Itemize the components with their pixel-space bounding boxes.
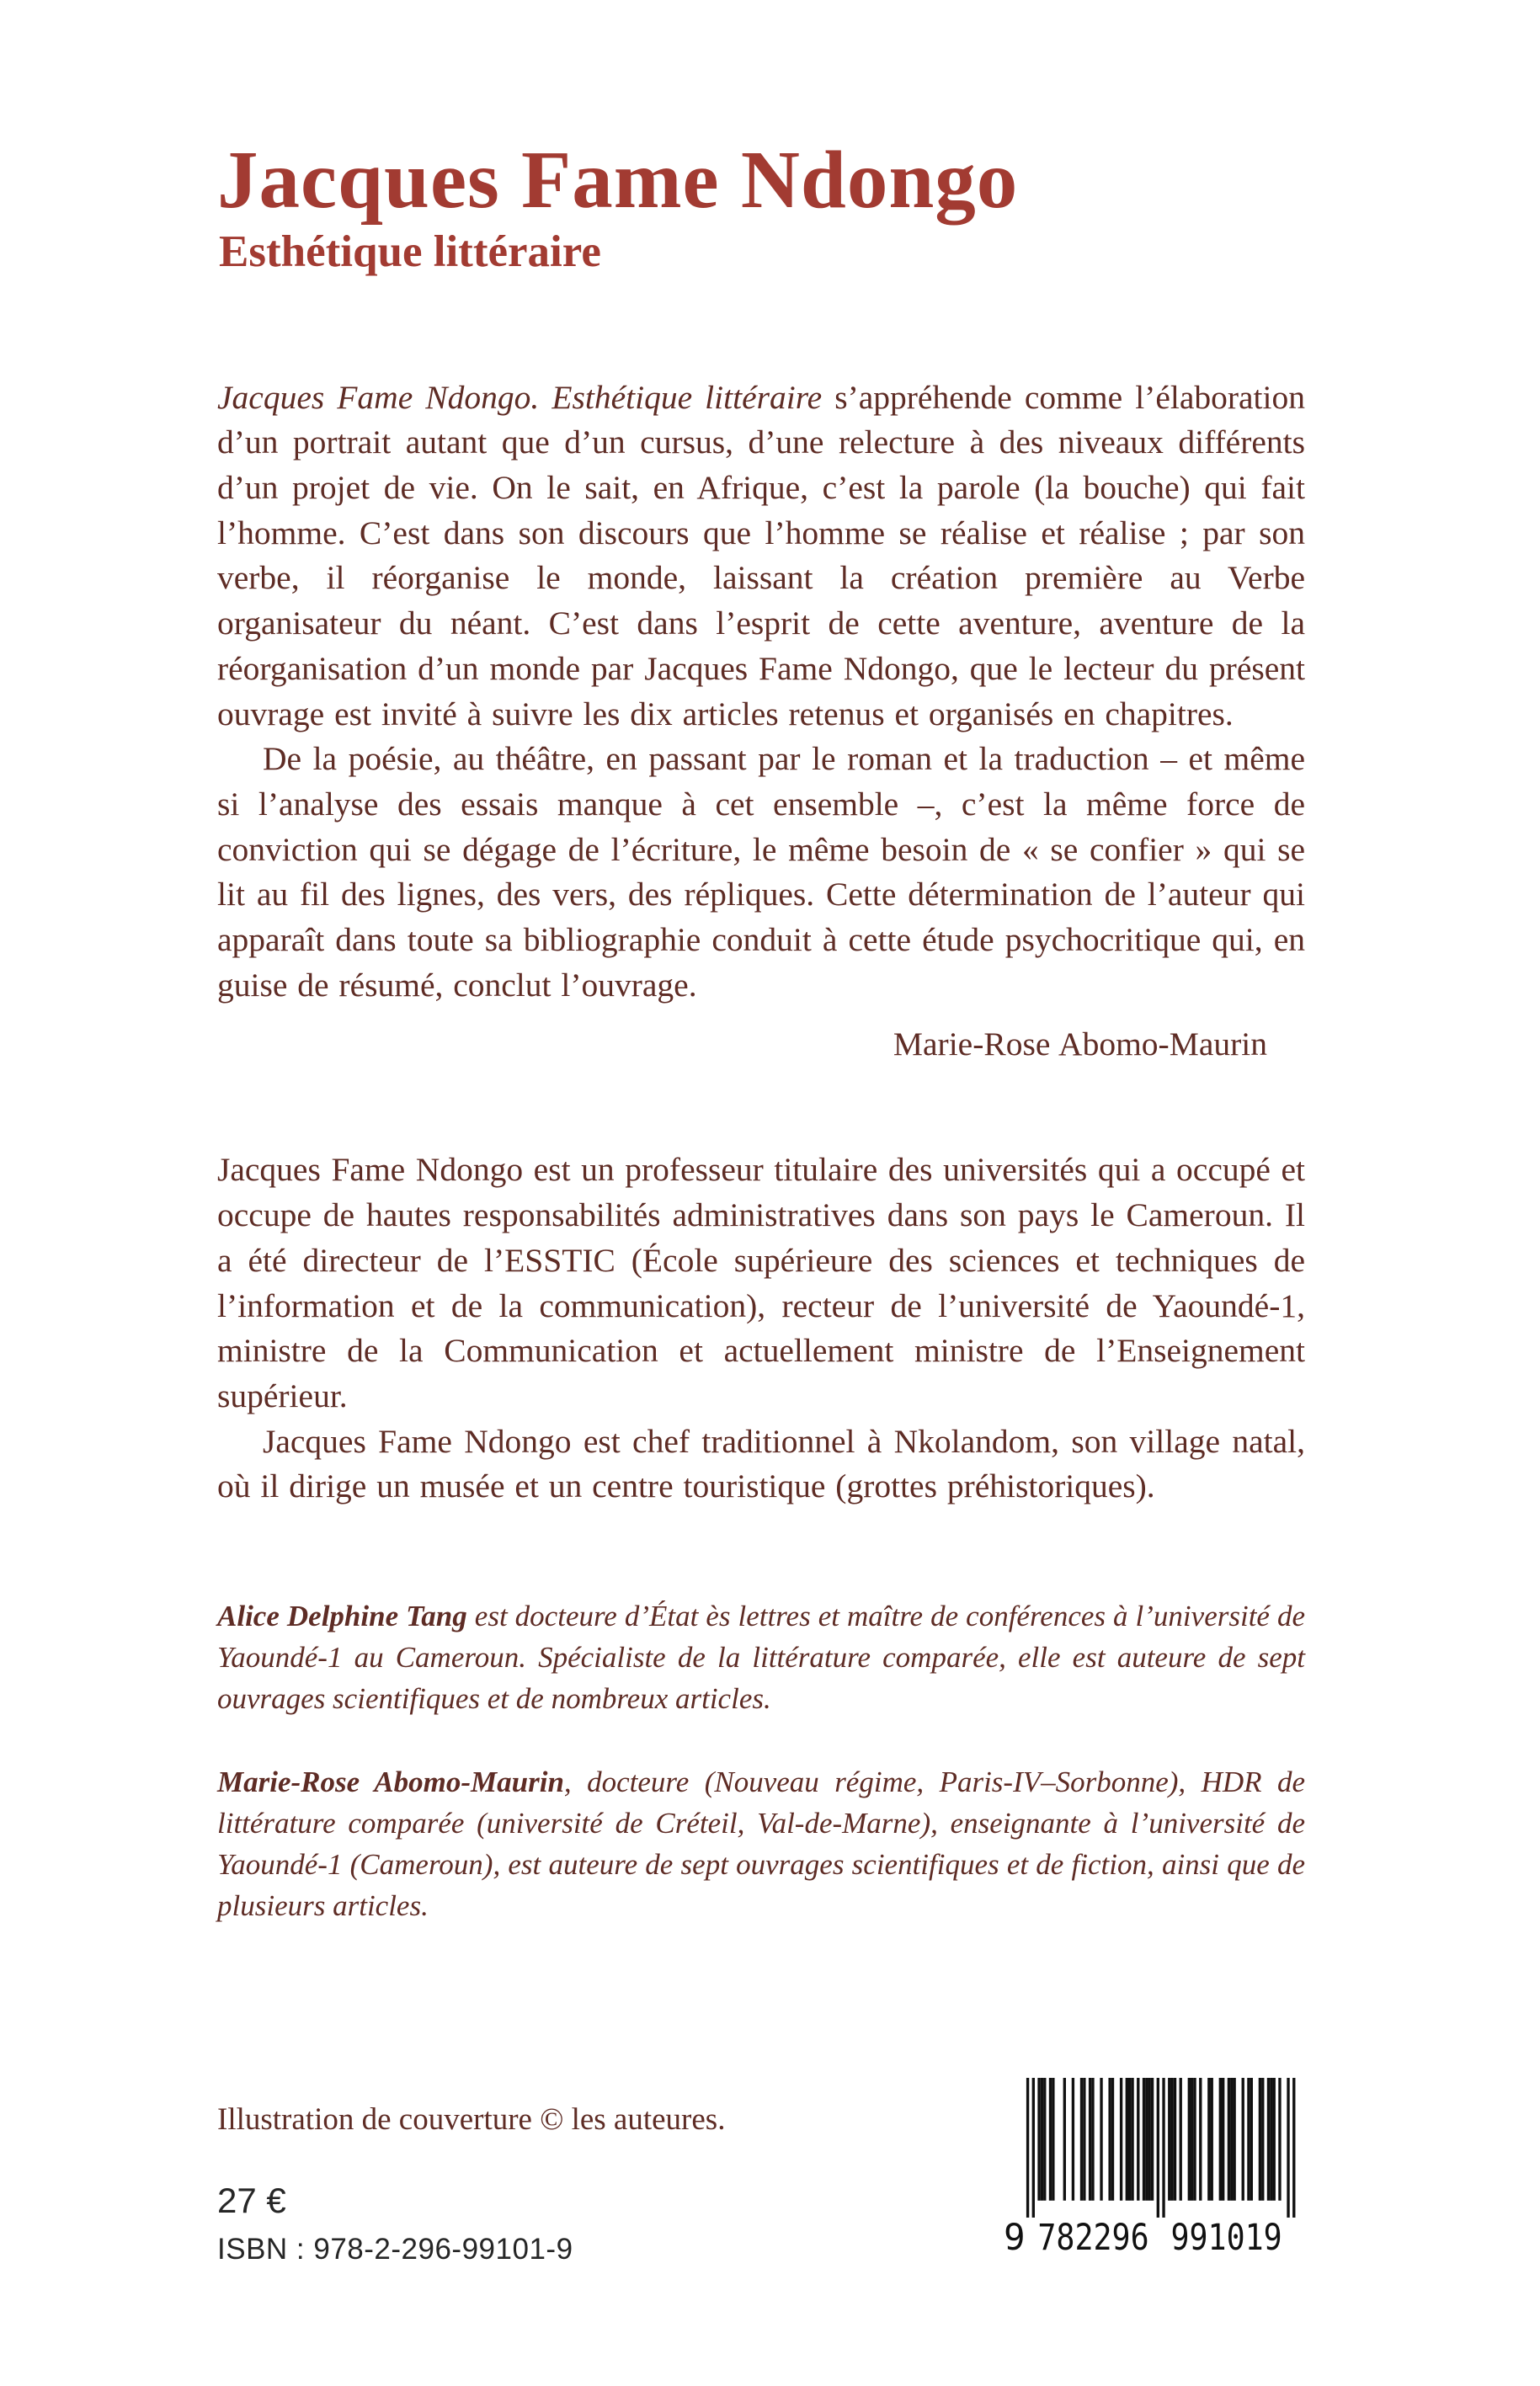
editor-name-abomo-maurin: Marie-Rose Abomo-Maurin xyxy=(217,1766,564,1799)
barcode-svg xyxy=(1004,2078,1315,2252)
synopsis-paragraph-1-rest: s’appréhende comme l’élaboration d’un portrait autant que d’un cursus, d’une relecture à des niveaux différents d’un projet de vie. On le sait, en Afrique, c’est la parole (la bouche) qui fait l’homme. C’est dans son discours que l’homme se réalise et réalise ; par son verbe, il réorganise le monde, laissant la création première au Verbe organisateur du néant. C’est dans l’esprit de cette aventure, aventure de la réorganisation d’un monde par Jacques Fame Ndongo, que le lecteur du présent ouvrage est invité à suivre les dix articles retenus et organisés en chapitres. xyxy=(217,378,1305,732)
book-subtitle: Esthétique littéraire xyxy=(219,226,601,276)
barcode-bars xyxy=(1026,2078,1296,2218)
price-label: 27 € xyxy=(217,2181,286,2220)
barcode xyxy=(1004,2078,1315,2252)
editor-bio-abomo-maurin xyxy=(217,1761,1305,1926)
barcode-digit-group-3: 991019 xyxy=(1170,2217,1282,2253)
book-author-title: Jacques Fame Ndongo xyxy=(217,135,1019,225)
editor-name-tang: Alice Delphine Tang xyxy=(217,1600,467,1633)
synopsis-paragraph-1 xyxy=(217,375,1305,738)
editor-text-tang: est docteure d’État ès lettres et maître de conférences à l’université de Yaoundé-1 au Cameroun. Spécialiste de la littérature comparée, elle est auteure de sept ouvrages scientifiques et de nombreux articles. xyxy=(217,1600,1306,1716)
barcode-digits xyxy=(1004,2217,1282,2252)
synopsis-attribution: Marie-Rose Abomo-Maurin xyxy=(893,1025,1267,1063)
masthead xyxy=(217,135,1305,276)
cover-content xyxy=(217,135,1306,1926)
synopsis-lead-italic: Jacques Fame Ndongo. Esthétique littéraire xyxy=(217,378,823,416)
synopsis-paragraph-2: De la poésie, au théâtre, en passant par le roman et la traduction – et même si l’analyse des essais manque à cet ensemble –, c’est la même force de conviction qui se dégage de l’écriture, le même besoin de « se confier » qui se lit au fil des lignes, des vers, des répliques. Cette détermination de l’auteur qui apparaît dans toute sa bibliographie conduit à cette étude psychocritique qui, en guise de résumé, conclut l’ouvrage. xyxy=(217,740,1305,1004)
illustration-credit: Illustration de couverture © les auteures. xyxy=(217,2102,726,2137)
barcode-digit-group-1: 9 xyxy=(1004,2217,1026,2253)
barcode-digit-group-2: 782296 xyxy=(1037,2217,1149,2253)
synopsis-section xyxy=(217,375,1305,1068)
author-bio-section xyxy=(217,1148,1305,1510)
editors-section xyxy=(217,1595,1305,1926)
isbn-label: ISBN : 978-2-296-99101-9 xyxy=(217,2233,573,2266)
author-bio-paragraph-1: Jacques Fame Ndongo est un professeur titulaire des universités qui a occupé et occupe de hautes responsabilités administratives dans son pays le Cameroun. Il a été directeur de l’ESSTIC (École supérieure des sciences et techniques de l’information et de la communication), recteur de l’université de Yaoundé-1, ministre de la Communication et actuellement ministre de l’Enseignement supérieur. xyxy=(217,1151,1305,1414)
author-bio-paragraph-2: Jacques Fame Ndongo est chef traditionnel à Nkolandom, son village natal, où il dirige un musée et un centre touristique (grottes préhistoriques). xyxy=(217,1422,1305,1505)
editor-bio-tang xyxy=(217,1595,1305,1719)
editor-text-abomo-maurin: , docteure (Nouveau régime, Paris-IV–Sorbonne), HDR de littérature comparée (université de Créteil, Val-de-Marne), enseignante à l’université de Yaoundé-1 (Cameroun), est auteure de sept ouvrages scientifiques et de fiction, ainsi que de plusieurs articles. xyxy=(217,1766,1305,1923)
